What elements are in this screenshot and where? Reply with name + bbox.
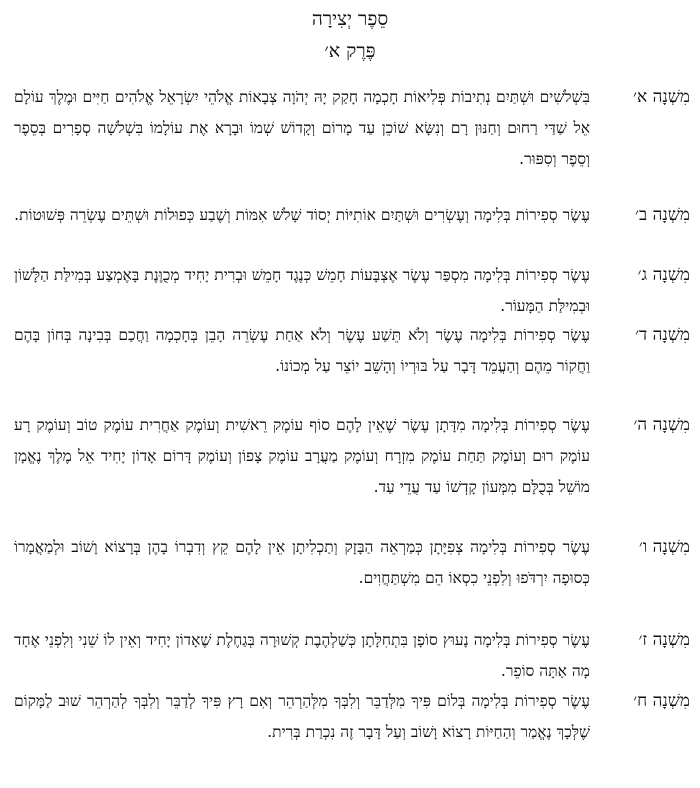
mishnah-text: עֶשֶׂר סְפִירוֹת בְּלִימָה נָעוּץ סוֹפָן בִּתְחִלָּתָן כְּשַׁלְהֶבֶת קְשׁוּרָה בְּגַחֶלֶת שֶׁאָדוֹן יָחִיד וְאֵין לוֹ שֵׁנִי וְלִפְנֵי אֶחָד מָה אַתָּה סוֹפֵר. — [14, 631, 590, 680]
mishnah-text: עֶשֶׂר סְפִירוֹת בְּלִימָה עֶשֶׂר וְלֹא תֵּשַׁע עֶשֶׂר וְלֹא אַחַת עֶשְׂרֵה הָבֵן בְּחָכְמָה וַחֲכַם בְּבִינָה בְּחוֹן בָּהֶם וַחֲקוֹר מֵהֶם וְהַעֲמֵד דָּבָר עַל בּוּרְיוֹ וְהָשֵׁב יוֹצֵר עַל מְכוֹנוֹ. — [14, 326, 590, 375]
book-title: סֵפֶר יְצִירָה — [311, 8, 389, 30]
mishnah-label: מִשְׁנָה ג׳ — [637, 265, 690, 285]
mishnah-text: עֶשֶׂר סְפִירוֹת בְּלִימָה מִדָּתָן עֶשֶׂר שֶׁאֵין לָהֶם סוֹף עוֹמֶק רֵאשִׁית וְעוֹמֶק אַחֲרִית עוֹמֶק טוֹב וְעוֹמֶק רָע עוֹמֶק רוּם וְעוֹמֶק תַּחַת עוֹמֶק מִזְרָח וְעוֹמֶק מַעֲרָב עוֹמֶק צָפוֹן וְעוֹמֶק דָּרוֹם אָדוֹן יָחִיד אֵל מֶלֶךְ נֶאֱמָן מוֹשֵׁל בְּכֻלָּם מִמְּעוֹן קָדְשׁוֹ עַד עֲדֵי עַד. — [14, 416, 590, 496]
mishnah-label: מִשְׁנָה ה׳ — [633, 415, 690, 435]
mishnah-text: עֶשֶׂר סְפִירוֹת בְּלִימָה בְּלוֹם פִּיךָ מִלְּדַבֵּר וְלִבְּךָ מִלְּהַרְהֵר וְאִם רָץ פִּיךָ לְדַבֵּר וְלִבְּךָ לְהַרְהֵר שׁוּב לַמָּקוֹם שֶׁלְּכָךְ נֶאֱמַר וְהַחַיּוֹת רָצוֹא וָשׁוֹב וְעַל דָּבָר זֶה נִכְרַת בְּרִית. — [14, 692, 590, 741]
mishnah-label: מִשְׁנָה ז׳ — [638, 630, 690, 650]
mishnah-label: מִשְׁנָה א׳ — [633, 87, 690, 107]
mishnah-text: עֶשֶׂר סְפִירוֹת בְּלִימָה מִסְפַּר עֶשֶׂר אֶצְבָּעוֹת חָמֵשׁ כְּנֶגֶד חָמֵשׁ וּבְרִית יָחִיד מְכֻוֶּנֶת בָּאֶמְצַע בְּמִילַּת הַלָּשׁוֹן וּבְמִילַּת הַמָּעוֹר. — [14, 266, 590, 315]
chapter-title: פֶּרֶק א׳ — [324, 40, 376, 62]
mishnah-label: מִשְׁנָה ח׳ — [633, 691, 690, 711]
mishnah-text: עֶשֶׂר סְפִירוֹת בְּלִימָה צְפִיָּתָן כְּמַרְאֵה הַבָּזָק וְתַכְלִיתָן אֵין לָהֶם קֵץ וְדִבְרוֹ בָהֶן בְּרָצוֹא וָשׁוֹב וּלְמַאֲמָרוֹ כְּסוּפָה יִרְדֹּפוּ וְלִפְנֵי כִסְאוֹ הֵם מִשְׁתַּחֲוִים. — [14, 538, 590, 587]
mishnah-label: מִשְׁנָה ב׳ — [635, 205, 690, 225]
mishnah-label: מִשְׁנָה ד׳ — [635, 325, 690, 345]
mishnah-text: עֶשֶׂר סְפִירוֹת בְּלִימָה וְעֶשְׂרִים וּשְׁתַּיִם אוֹתִיּוֹת יְסוֹד שָׁלֹשׁ אִמּוֹת וְשֶׁבַע כְּפוּלוֹת וּשְׁתֵּים עֶשְׂרֵה פְּשׁוּטוֹת. — [14, 206, 590, 224]
mishnah-label: מִשְׁנָה ו׳ — [638, 537, 690, 557]
mishnah-text: בִּשְׁלֹשִׁים וּשְׁתַּיִם נְתִיבוֹת פְּלִיאוֹת חָכְמָה חָקַק יָהּ יְהֹוָה צְבָאוֹת אֱלֹהֵי יִשְׂרָאֵל אֱלֹהִים חַיִּים וּמֶלֶךְ עוֹלָם אֵל שַׁדַּי רַחוּם וְחַנּוּן רָם וְנִשָּׂא שׁוֹכֵן עַד מָרוֹם וְקָדוֹשׁ שְׁמוֹ וּבָרָא אֶת עוֹלָמוֹ בִּשְׁלֹשָׁה סְפָרִים בְּסֵפֶר וְסֵפֶר וְסִפּוּר. — [14, 88, 590, 168]
